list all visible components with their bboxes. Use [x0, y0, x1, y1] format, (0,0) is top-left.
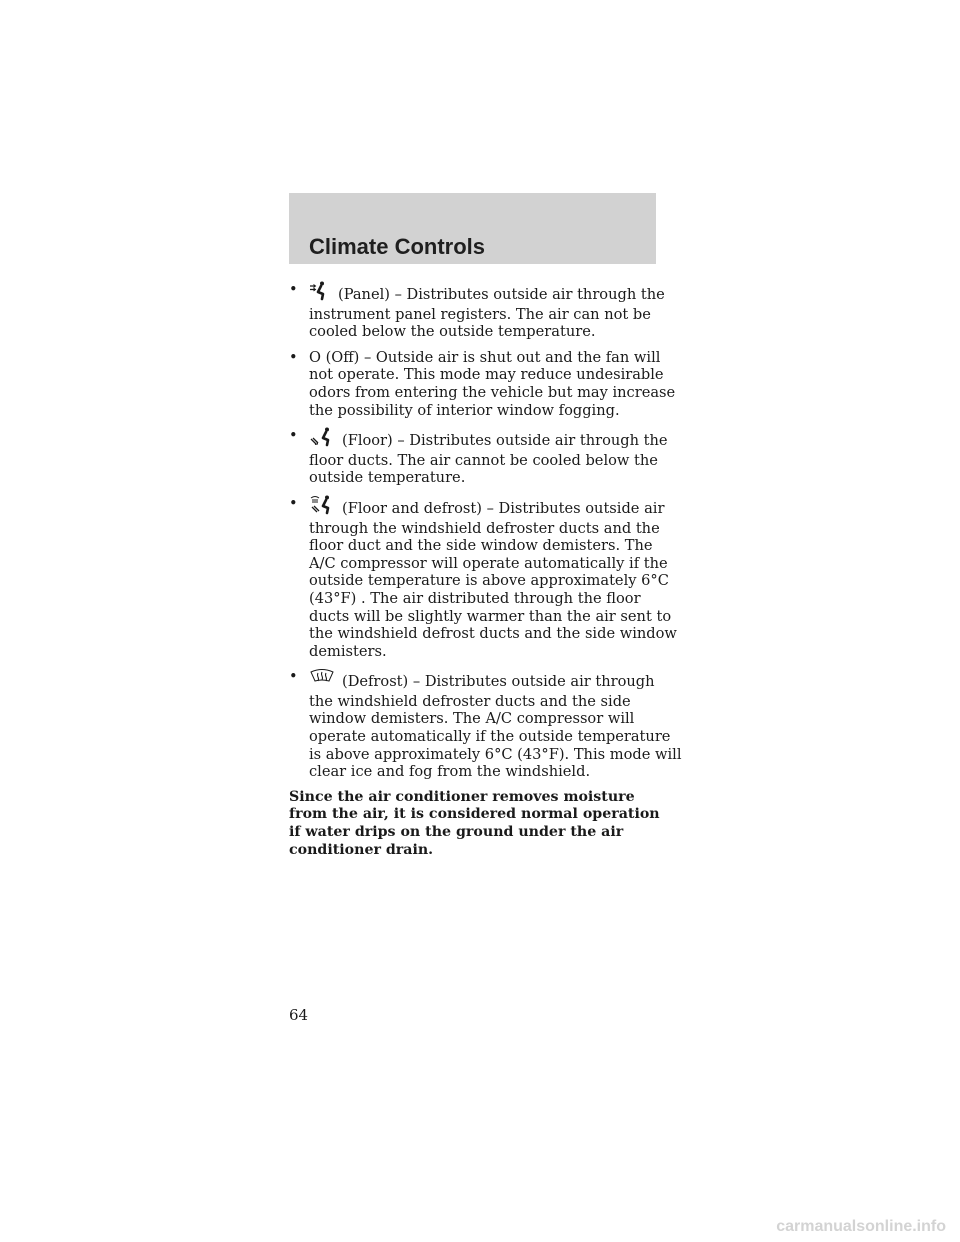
section-header-band: [289, 193, 656, 264]
bullet-line: floor ducts. The air cannot be cooled below the: [309, 451, 658, 469]
section-title: Climate Controls: [309, 234, 486, 259]
note-line: Since the air conditioner removes moisture: [289, 788, 635, 805]
panel-vent-icon: [309, 281, 331, 306]
bullet-dot: •: [289, 281, 298, 298]
bullet-line: window demisters. The A/C compressor will: [309, 710, 635, 728]
bullet-dot: •: [289, 348, 298, 366]
bullet-line: clear ice and fog from the windshield.: [309, 763, 591, 781]
note-line: if water drips on the ground under the air: [289, 824, 624, 841]
bullet-line: not operate. This mode may reduce undesirable: [309, 366, 664, 384]
bullet-line: cooled below the outside temperature.: [309, 323, 596, 341]
bullet-line: [309, 427, 668, 452]
bullet-line: floor duct and the side window demisters. The: [309, 537, 653, 555]
bullet-line: instrument panel registers. The air can not be: [309, 305, 651, 323]
bullet-line: (43°F) . The air distributed through the floor: [309, 589, 641, 607]
bullet-text: (Defrost) – Distributes outside air through: [342, 673, 655, 691]
bullet-line: the windshield defrost ducts and the side window: [309, 625, 677, 643]
bullet-line: ducts will be slightly warmer than the air sent to: [309, 607, 672, 625]
floor-defrost-icon: [309, 495, 335, 520]
note-line: from the air, it is considered normal operation: [289, 806, 660, 823]
bullet-line: the possibility of interior window fogging.: [309, 401, 620, 419]
bullet-floor-defrost: [289, 494, 677, 660]
floor-vent-icon: [309, 427, 335, 452]
bullet-line: odors from entering the vehicle but may increase: [309, 383, 676, 401]
bullet-dot: •: [289, 668, 298, 686]
bullet-line: O (Off) – Outside air is shut out and the fan will: [309, 348, 661, 366]
page-number: 64: [289, 1006, 309, 1024]
watermark: carmanualsonline.info: [776, 1218, 946, 1235]
bullet-line: outside temperature.: [309, 469, 466, 487]
note-paragraph: [289, 789, 661, 859]
bullet-line: A/C compressor will operate automatically if the: [309, 554, 668, 572]
bullet-line: [309, 495, 665, 520]
bullet-line: [309, 668, 661, 693]
bullet-defrost: [289, 668, 682, 781]
bullet-text: (Panel) – Distributes outside air through the: [338, 286, 665, 303]
bullet-line: outside temperature is above approximately 6°C: [309, 572, 669, 590]
bullet-dot: •: [289, 427, 298, 445]
bullet-line: the windshield defroster ducts and the side: [309, 692, 631, 710]
bullet-off: [289, 348, 676, 419]
note-line: conditioner drain.: [289, 841, 434, 858]
defrost-icon: [309, 668, 335, 693]
bullet-line: [309, 281, 665, 306]
bullet-line: demisters.: [309, 642, 387, 660]
bullet-dot: •: [289, 494, 298, 512]
bullet-line: is above approximately 6°C (43°F). This mode will: [309, 745, 682, 763]
bullet-floor: [289, 427, 668, 487]
bullet-panel: [289, 281, 665, 341]
bullet-text: (Floor and defrost) – Distributes outside air: [342, 499, 665, 517]
bullet-line: operate automatically if the outside temperature: [309, 728, 671, 746]
bullet-line: through the windshield defroster ducts and the: [309, 519, 660, 537]
page-content: [289, 281, 682, 859]
bullet-text: (Floor) – Distributes outside air through the: [342, 432, 668, 450]
